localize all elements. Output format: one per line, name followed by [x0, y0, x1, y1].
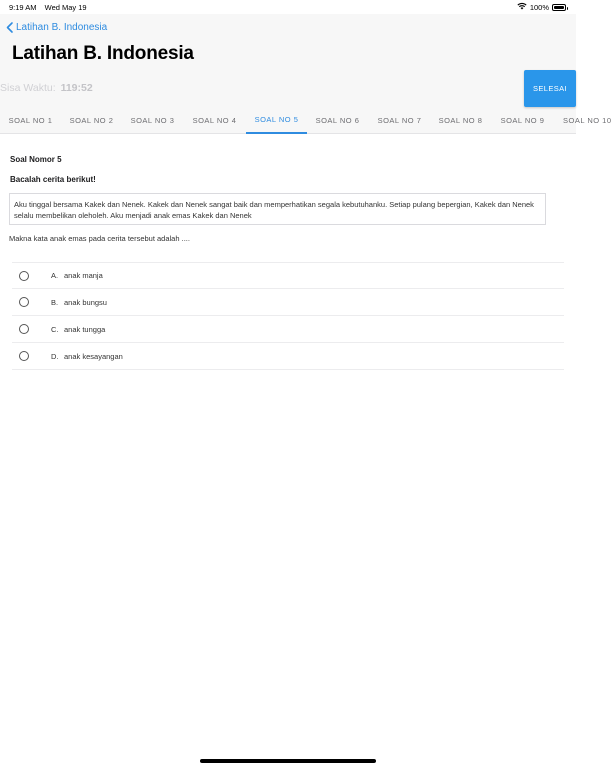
page-title: Latihan B. Indonesia [12, 43, 194, 64]
tab-soal-2[interactable]: SOAL NO 2 [69, 115, 114, 125]
option-c[interactable] [12, 316, 564, 343]
timer [0, 82, 93, 94]
tab-soal-6[interactable]: SOAL NO 6 [315, 115, 360, 125]
option-letter: C. [51, 324, 59, 334]
radio-button-icon[interactable] [19, 351, 29, 361]
timer-value: 119:52 [60, 82, 93, 94]
back-button[interactable] [6, 22, 107, 33]
back-label: Latihan B. Indonesia [16, 22, 108, 33]
option-b[interactable] [12, 289, 564, 316]
tab-soal-4[interactable]: SOAL NO 4 [192, 115, 237, 125]
tab-soal-3[interactable]: SOAL NO 3 [130, 115, 175, 125]
home-indicator[interactable] [200, 759, 376, 763]
status-right [517, 2, 566, 12]
question-tabs [0, 106, 612, 134]
status-bar [0, 0, 576, 14]
radio-button-icon[interactable] [19, 271, 29, 281]
wifi-icon [517, 2, 527, 12]
tab-soal-1[interactable]: SOAL NO 1 [8, 115, 53, 125]
answer-options [12, 262, 564, 370]
chevron-left-icon [6, 22, 13, 33]
status-time: 9:19 AM [9, 3, 37, 12]
tab-soal-9[interactable]: SOAL NO 9 [500, 115, 545, 125]
option-letter: A. [51, 271, 59, 280]
option-text: anak tungga [64, 324, 106, 334]
option-text: anak manja [64, 271, 103, 280]
option-d[interactable] [12, 343, 564, 370]
option-text: anak bungsu [64, 297, 107, 307]
battery-icon [552, 4, 566, 11]
timer-label: Sisa Waktu: [0, 82, 56, 94]
finish-button[interactable]: SELESAI [524, 70, 576, 107]
radio-button-icon[interactable] [19, 297, 29, 307]
status-left [9, 3, 93, 12]
question-prompt: Makna kata anak emas pada cerita tersebut adalah .... [9, 234, 190, 243]
option-letter: D. [51, 351, 59, 361]
tab-soal-5[interactable]: SOAL NO 5 [246, 106, 307, 134]
option-letter: B. [51, 297, 59, 307]
battery-percent: 100% [529, 2, 549, 12]
tab-soal-7[interactable]: SOAL NO 7 [377, 115, 422, 125]
question-number: Soal Nomor 5 [10, 155, 62, 164]
status-date: Wed May 19 [44, 3, 87, 12]
battery-fill [554, 6, 564, 9]
tab-soal-10[interactable]: SOAL NO 10 [563, 115, 612, 125]
radio-button-icon[interactable] [19, 324, 29, 334]
tab-soal-8[interactable]: SOAL NO 8 [438, 115, 483, 125]
story-box: Aku tinggal bersama Kakek dan Nenek. Kakek dan Nenek sangat baik dan memperhatikan segala kebutuhanku. Setiap pulang bepergian, Kakek dan Nenek selalu membelikan oleholeh. Aku menjadi anak emas Kakek dan Nenek [9, 193, 546, 225]
question-instruction: Bacalah cerita berikut! [10, 175, 96, 184]
option-a[interactable] [12, 262, 564, 289]
option-text: anak kesayangan [64, 351, 123, 361]
